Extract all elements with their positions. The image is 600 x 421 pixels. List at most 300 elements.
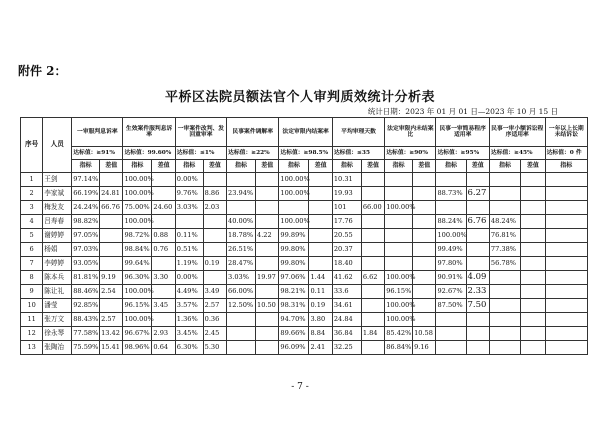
cell-deviation (309, 201, 332, 215)
cell-deviation (152, 313, 175, 327)
row-person-name: 徐永琴 (43, 327, 72, 341)
subheader-deviation: 差值 (466, 160, 489, 173)
cell-indicator (227, 327, 256, 341)
cell-deviation (521, 327, 546, 341)
cell-indicator: 6.30% (175, 341, 203, 355)
cell-deviation: 4.09 (466, 271, 489, 285)
row-seq: 9 (21, 285, 43, 299)
cell-indicator: 24.84 (332, 313, 361, 327)
row-person-name: 陈让礼 (43, 285, 72, 299)
cell-indicator: 85.42% (385, 327, 413, 341)
cell-deviation (361, 173, 384, 187)
cell-deviation (256, 257, 279, 271)
subheader-indicator: 指标 (436, 160, 466, 173)
cell-indicator: 100.00% (123, 313, 152, 327)
target-effective-case: 达标值：99.60% (123, 147, 175, 160)
cell-deviation: 0.36 (203, 313, 226, 327)
cell-indicator: 88.46% (72, 285, 100, 299)
cell-indicator: 32.25 (332, 341, 361, 355)
cell-deviation (152, 173, 175, 187)
cell-deviation: 66.00 (361, 201, 384, 215)
cell-indicator: 40.00% (227, 215, 256, 229)
subheader-indicator: 指标 (123, 160, 152, 173)
cell-deviation (466, 243, 489, 257)
table-row (21, 285, 588, 299)
cell-over-year (545, 201, 587, 215)
cell-indicator (175, 215, 203, 229)
cell-deviation (203, 271, 226, 285)
subheader-indicator: 指标 (279, 160, 309, 173)
cell-indicator (489, 187, 520, 201)
cell-deviation: 2.57 (100, 313, 123, 327)
cell-indicator: 97.05% (72, 229, 100, 243)
cell-deviation (256, 201, 279, 215)
cell-deviation: 10.50 (256, 299, 279, 313)
cell-indicator: 98.84% (123, 243, 152, 257)
cell-deviation (413, 285, 436, 299)
cell-over-year (545, 229, 587, 243)
cell-deviation (521, 299, 546, 313)
table-row (21, 201, 588, 215)
cell-indicator: 96.30% (123, 271, 152, 285)
table-row (21, 327, 588, 341)
target-row (21, 147, 588, 160)
cell-deviation (466, 327, 489, 341)
cell-deviation: 24.60 (152, 201, 175, 215)
cell-deviation: 1.84 (361, 327, 384, 341)
header-civil-mediation: 民事案件调解率 (227, 118, 279, 147)
target-first-instance-remand: 达标值：≤1% (175, 147, 226, 160)
cell-deviation: 66.76 (100, 201, 123, 215)
cell-indicator: 99.64% (123, 257, 152, 271)
cell-over-year (545, 257, 587, 271)
cell-deviation (466, 201, 489, 215)
cell-deviation: 9.19 (100, 271, 123, 285)
cell-indicator: 99.80% (279, 243, 309, 257)
cell-deviation (413, 299, 436, 313)
header-over-year: 一年以上长期未结诉讼 (545, 118, 587, 147)
cell-indicator (385, 257, 413, 271)
row-seq: 6 (21, 243, 43, 257)
cell-deviation (256, 173, 279, 187)
cell-deviation (100, 257, 123, 271)
cell-indicator (227, 313, 256, 327)
cell-indicator: 100.00% (123, 187, 152, 201)
cell-indicator: 93.05% (72, 257, 100, 271)
cell-deviation (521, 341, 546, 355)
cell-over-year (545, 215, 587, 229)
cell-deviation: 0.64 (152, 341, 175, 355)
cell-deviation: 3.30 (152, 271, 175, 285)
row-seq: 10 (21, 299, 43, 313)
cell-deviation: 0.88 (152, 229, 175, 243)
cell-over-year (545, 271, 587, 285)
cell-indicator: 89.66% (279, 327, 309, 341)
cell-deviation (361, 299, 384, 313)
cell-deviation (361, 257, 384, 271)
cell-indicator: 0.00% (175, 173, 203, 187)
cell-deviation (413, 257, 436, 271)
cell-deviation: 3.49 (203, 285, 226, 299)
page-title: 平桥区法院员额法官个人审判质效统计分析表 (164, 90, 435, 105)
cell-deviation (521, 243, 546, 257)
cell-indicator: 3.57% (175, 299, 203, 313)
subheader-deviation: 差值 (152, 160, 175, 173)
cell-deviation (309, 215, 332, 229)
statistics-period: 统计日期：2023 年 01 月 01 日—2023 年 10 月 15 日 (367, 107, 558, 116)
cell-indicator: 9.76% (175, 187, 203, 201)
cell-deviation: 7.50 (466, 299, 489, 313)
cell-deviation (413, 271, 436, 285)
subheader-indicator: 指标 (545, 160, 587, 173)
cell-indicator: 10.31 (332, 173, 361, 187)
row-person-name: 陈本兵 (43, 271, 72, 285)
cell-deviation (256, 313, 279, 327)
cell-indicator (489, 327, 520, 341)
cell-deviation (521, 257, 546, 271)
cell-indicator (436, 327, 466, 341)
cell-indicator: 4.49% (175, 285, 203, 299)
row-seq: 12 (21, 327, 43, 341)
cell-indicator: 92.67% (436, 285, 466, 299)
cell-deviation (203, 243, 226, 257)
page-number: - 7 - (291, 382, 309, 392)
row-person-name: 吕寿春 (43, 215, 72, 229)
cell-deviation: 2.57 (203, 299, 226, 313)
cell-indicator: 41.62 (332, 271, 361, 285)
cell-indicator: 0.51% (175, 243, 203, 257)
cell-indicator: 99.89% (279, 229, 309, 243)
cell-indicator: 86.84% (385, 341, 413, 355)
subheader-indicator: 指标 (385, 160, 413, 173)
cell-over-year (545, 327, 587, 341)
cell-indicator: 24.24% (72, 201, 100, 215)
cell-indicator: 1.19% (175, 257, 203, 271)
header-seq: 序号 (21, 118, 43, 173)
header-row (21, 118, 588, 147)
cell-deviation (361, 313, 384, 327)
subheader-indicator: 指标 (72, 160, 100, 173)
cell-indicator: 100.00% (279, 173, 309, 187)
table-row (21, 313, 588, 327)
cell-deviation: 2.33 (466, 285, 489, 299)
cell-indicator (489, 271, 520, 285)
cell-deviation (309, 257, 332, 271)
cell-deviation: 4.22 (256, 229, 279, 243)
cell-deviation (521, 187, 546, 201)
target-civil-mediation: 达标值：≥22% (227, 147, 279, 160)
header-legal-closure: 法定审限内结案率 (279, 118, 332, 147)
cell-deviation (152, 285, 175, 299)
cell-indicator (227, 173, 256, 187)
cell-indicator (385, 173, 413, 187)
cell-deviation (413, 201, 436, 215)
subheader-indicator: 指标 (227, 160, 256, 173)
cell-deviation (466, 229, 489, 243)
cell-indicator: 97.06% (279, 271, 309, 285)
header-person: 人员 (43, 118, 72, 173)
cell-indicator: 3.45% (175, 327, 203, 341)
cell-deviation: 8.84 (309, 327, 332, 341)
cell-deviation: 19.97 (256, 271, 279, 285)
cell-deviation: 5.30 (203, 341, 226, 355)
row-seq: 2 (21, 187, 43, 201)
cell-deviation: 3.45 (152, 299, 175, 313)
cell-indicator: 98.72% (123, 229, 152, 243)
cell-deviation (361, 187, 384, 201)
cell-indicator: 101 (332, 201, 361, 215)
header-appeal-reversal: 一审服判息诉率 (72, 118, 123, 147)
cell-indicator: 3.03% (175, 201, 203, 215)
target-appeal-reversal: 达标值：≥91% (72, 147, 123, 160)
cell-deviation (100, 299, 123, 313)
cell-deviation (256, 285, 279, 299)
cell-indicator: 23.94% (227, 187, 256, 201)
cell-deviation (100, 173, 123, 187)
cell-indicator: 66.00% (227, 285, 256, 299)
row-person-name: 张万文 (43, 313, 72, 327)
cell-deviation: 0.19 (203, 257, 226, 271)
cell-indicator: 76.81% (489, 229, 520, 243)
subheader-row (21, 160, 588, 173)
cell-indicator: 77.58% (72, 327, 100, 341)
cell-indicator: 20.37 (332, 243, 361, 257)
cell-indicator: 99.80% (279, 257, 309, 271)
header-avg-days: 平均审理天数 (332, 118, 384, 147)
cell-over-year (545, 243, 587, 257)
target-simple-procedure: 达标值：≥95% (436, 147, 489, 160)
cell-indicator: 36.84 (332, 327, 361, 341)
cell-indicator (385, 215, 413, 229)
cell-indicator: 66.19% (72, 187, 100, 201)
header-effective-case: 生效案件服判息诉率 (123, 118, 175, 147)
cell-deviation (521, 285, 546, 299)
cell-deviation (521, 229, 546, 243)
cell-deviation (413, 173, 436, 187)
cell-deviation (361, 243, 384, 257)
cell-deviation: 10.58 (413, 327, 436, 341)
target-over-year: 达标值：0 件 (545, 147, 587, 160)
subheader-deviation: 差值 (413, 160, 436, 173)
subheader-deviation: 差值 (100, 160, 123, 173)
cell-indicator: 96.67% (123, 327, 152, 341)
row-seq: 8 (21, 271, 43, 285)
cell-deviation: 3.80 (309, 313, 332, 327)
cell-indicator: 100.00% (123, 285, 152, 299)
row-seq: 13 (21, 341, 43, 355)
table-row (21, 257, 588, 271)
cell-deviation (521, 201, 546, 215)
cell-deviation: 6.62 (361, 271, 384, 285)
cell-deviation: 2.93 (152, 327, 175, 341)
target-small-claims: 达标值：≥45% (489, 147, 545, 160)
cell-deviation (309, 243, 332, 257)
cell-deviation (203, 215, 226, 229)
cell-indicator: 100.00% (279, 215, 309, 229)
target-avg-days: 达标值：≤35 (332, 147, 384, 160)
cell-indicator: 1.36% (175, 313, 203, 327)
cell-indicator: 99.49% (436, 243, 466, 257)
cell-deviation (256, 187, 279, 201)
subheader-deviation: 差值 (361, 160, 384, 173)
header-first-instance-remand: 一审案件改判、发回重审率 (175, 118, 226, 147)
cell-deviation (413, 313, 436, 327)
cell-over-year (545, 341, 587, 355)
cell-deviation: 1.44 (309, 271, 332, 285)
cell-indicator (279, 201, 309, 215)
target-pending-ratio: 达标值：≥90% (385, 147, 436, 160)
cell-deviation (361, 229, 384, 243)
cell-indicator: 0.11% (175, 229, 203, 243)
subheader-deviation: 差值 (203, 160, 226, 173)
cell-indicator: 34.61 (332, 299, 361, 313)
cell-indicator: 87.50% (436, 299, 466, 313)
cell-indicator: 98.82% (72, 215, 100, 229)
cell-indicator: 56.78% (489, 257, 520, 271)
table-row (21, 173, 588, 187)
cell-deviation (521, 215, 546, 229)
cell-indicator (489, 201, 520, 215)
cell-indicator (489, 299, 520, 313)
cell-deviation (413, 215, 436, 229)
statistics-table (20, 117, 588, 355)
cell-indicator: 96.09% (279, 341, 309, 355)
cell-deviation: 8.86 (203, 187, 226, 201)
cell-indicator: 48.24% (489, 215, 520, 229)
cell-indicator: 75.00% (123, 201, 152, 215)
cell-deviation (521, 173, 546, 187)
row-seq: 5 (21, 229, 43, 243)
cell-deviation: 6.76 (466, 215, 489, 229)
cell-deviation (309, 173, 332, 187)
cell-indicator (385, 187, 413, 201)
row-seq: 3 (21, 201, 43, 215)
cell-deviation (361, 215, 384, 229)
cell-deviation (413, 229, 436, 243)
cell-deviation: 6.27 (466, 187, 489, 201)
cell-over-year (545, 173, 587, 187)
cell-deviation (521, 313, 546, 327)
cell-indicator: 100.00% (385, 313, 413, 327)
row-seq: 7 (21, 257, 43, 271)
cell-indicator (489, 341, 520, 355)
cell-indicator: 98.21% (279, 285, 309, 299)
cell-indicator: 94.70% (279, 313, 309, 327)
cell-indicator (436, 341, 466, 355)
cell-indicator (385, 229, 413, 243)
row-person-name: 谢婷婷 (43, 229, 72, 243)
cell-deviation: 2.03 (203, 201, 226, 215)
cell-indicator: 100.00% (436, 229, 466, 243)
table-row (21, 341, 588, 355)
table-row (21, 229, 588, 243)
cell-indicator: 18.40 (332, 257, 361, 271)
table-row (21, 271, 588, 285)
subheader-deviation: 差值 (521, 160, 546, 173)
cell-deviation: 24.81 (100, 187, 123, 201)
cell-deviation (413, 243, 436, 257)
cell-indicator: 3.03% (227, 271, 256, 285)
cell-deviation (100, 243, 123, 257)
target-legal-closure: 达标值：≥98.5% (279, 147, 332, 160)
cell-indicator (436, 313, 466, 327)
cell-indicator: 100.00% (385, 271, 413, 285)
row-seq: 4 (21, 215, 43, 229)
table-row (21, 187, 588, 201)
row-seq: 1 (21, 173, 43, 187)
cell-indicator: 17.76 (332, 215, 361, 229)
header-small-claims: 民事一审小额诉讼程序适用率 (489, 118, 545, 147)
subheader-indicator: 指标 (175, 160, 203, 173)
cell-deviation (152, 187, 175, 201)
cell-indicator (436, 201, 466, 215)
row-person-name: 杨娟 (43, 243, 72, 257)
cell-indicator: 97.14% (72, 173, 100, 187)
cell-deviation (521, 271, 546, 285)
cell-indicator: 90.91% (436, 271, 466, 285)
cell-indicator (489, 313, 520, 327)
cell-deviation (466, 257, 489, 271)
cell-deviation (413, 187, 436, 201)
cell-deviation: 0.76 (152, 243, 175, 257)
cell-indicator: 28.47% (227, 257, 256, 271)
cell-indicator: 0.00% (175, 271, 203, 285)
cell-deviation: 0.11 (309, 285, 332, 299)
cell-deviation (466, 341, 489, 355)
cell-indicator: 98.96% (123, 341, 152, 355)
cell-indicator: 20.55 (332, 229, 361, 243)
cell-indicator: 100.00% (385, 201, 413, 215)
cell-deviation: 9.16 (413, 341, 436, 355)
cell-deviation: 2.41 (309, 341, 332, 355)
cell-indicator: 88.73% (436, 187, 466, 201)
cell-deviation (100, 229, 123, 243)
table-row (21, 215, 588, 229)
cell-deviation (256, 341, 279, 355)
cell-indicator: 26.51% (227, 243, 256, 257)
cell-deviation (361, 285, 384, 299)
table-row (21, 243, 588, 257)
header-simple-procedure: 民事一审简易程序适用率 (436, 118, 489, 147)
cell-indicator (436, 173, 466, 187)
cell-indicator: 88.43% (72, 313, 100, 327)
cell-over-year (545, 299, 587, 313)
row-person-name: 梅发友 (43, 201, 72, 215)
cell-deviation (466, 313, 489, 327)
cell-over-year (545, 187, 587, 201)
cell-deviation (152, 257, 175, 271)
cell-deviation (152, 215, 175, 229)
cell-indicator: 77.38% (489, 243, 520, 257)
cell-deviation: 0.19 (309, 299, 332, 313)
row-person-name: 李家斌 (43, 187, 72, 201)
cell-over-year (545, 285, 587, 299)
cell-indicator: 19.93 (332, 187, 361, 201)
row-person-name: 张陶冶 (43, 341, 72, 355)
subheader-deviation: 差值 (309, 160, 332, 173)
cell-deviation (309, 187, 332, 201)
cell-indicator: 92.85% (72, 299, 100, 313)
row-person-name: 潘莹 (43, 299, 72, 313)
cell-indicator: 100.00% (123, 215, 152, 229)
cell-indicator: 100.00% (279, 187, 309, 201)
cell-deviation (203, 173, 226, 187)
cell-indicator: 98.31% (279, 299, 309, 313)
row-person-name: 王剑 (43, 173, 72, 187)
subheader-indicator: 指标 (489, 160, 520, 173)
cell-indicator: 96.15% (385, 285, 413, 299)
cell-indicator: 33.6 (332, 285, 361, 299)
